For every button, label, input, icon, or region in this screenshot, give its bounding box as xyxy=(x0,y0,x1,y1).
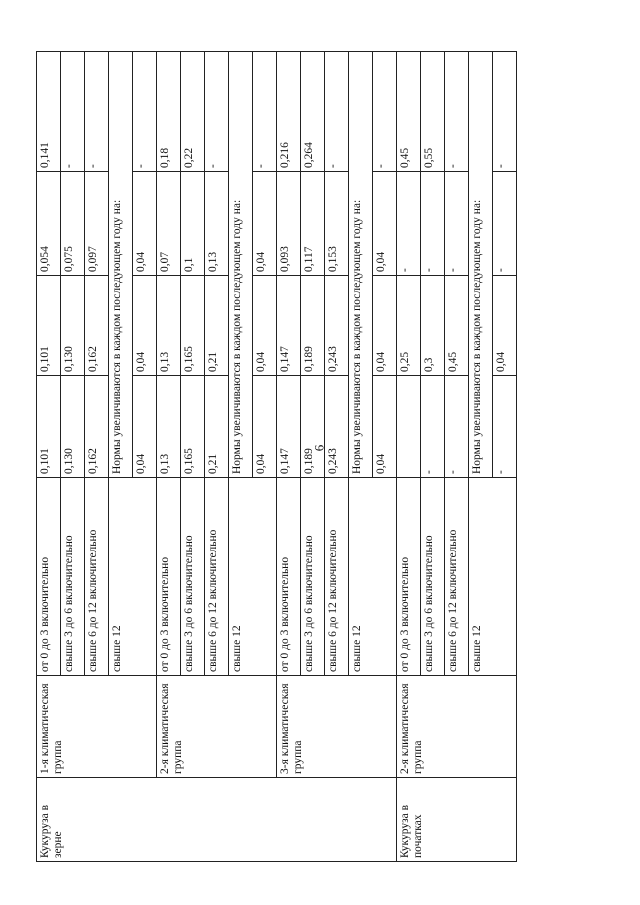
increment-note-cell: Нормы увеличиваются в каждом последующем году на: xyxy=(109,52,133,478)
norm-value-cell: 0,147 xyxy=(277,276,301,376)
age-range-cell: свыше 12 xyxy=(469,478,517,676)
norm-value-cell: - xyxy=(397,172,421,276)
norm-value-cell: - xyxy=(205,52,229,172)
climate-group-cell: 2-я климатическая группа xyxy=(157,676,277,778)
norm-value-cell: 0,243 xyxy=(325,276,349,376)
norm-value-cell: 0,165 xyxy=(181,276,205,376)
norm-value-cell: 0,07 xyxy=(157,172,181,276)
increment-value-cell: 0,04 xyxy=(373,276,397,376)
norm-value-cell: 0,162 xyxy=(85,276,109,376)
norm-value-cell: 0,25 xyxy=(397,276,421,376)
age-range-cell: свыше 3 до 6 включительно xyxy=(181,478,205,676)
page-number: 6 xyxy=(311,444,327,452)
norm-value-cell: 0,264 xyxy=(301,52,325,172)
norm-value-cell: 0,189 xyxy=(301,276,325,376)
table-row xyxy=(37,52,61,862)
norm-value-cell: 0,21 xyxy=(205,276,229,376)
age-range-cell: свыше 12 xyxy=(229,478,277,676)
norm-value-cell: - xyxy=(85,52,109,172)
norm-value-cell: 0,189 xyxy=(301,376,325,478)
norm-value-cell: 0,101 xyxy=(37,276,61,376)
norm-value-cell: - xyxy=(445,52,469,172)
increment-value-cell: - xyxy=(253,52,277,172)
norm-value-cell: 0,117 xyxy=(301,172,325,276)
table-row xyxy=(157,52,181,862)
norm-value-cell: 0,093 xyxy=(277,172,301,276)
norm-value-cell: 0,13 xyxy=(157,376,181,478)
age-range-cell: от 0 до 3 включительно xyxy=(37,478,61,676)
norm-value-cell: 0,153 xyxy=(325,172,349,276)
norm-value-cell: 0,075 xyxy=(61,172,85,276)
age-range-cell: от 0 до 3 включительно xyxy=(157,478,181,676)
norm-value-cell: 0,22 xyxy=(181,52,205,172)
norm-value-cell: 0,18 xyxy=(157,52,181,172)
norm-value-cell: - xyxy=(445,172,469,276)
increment-value-cell: 0,04 xyxy=(253,276,277,376)
rotated-table-container xyxy=(36,52,556,862)
increment-value-cell: - xyxy=(493,52,517,172)
norm-value-cell: 0,13 xyxy=(205,172,229,276)
norm-value-cell: 0,55 xyxy=(421,52,445,172)
age-range-cell: свыше 3 до 6 включительно xyxy=(301,478,325,676)
age-range-cell: от 0 до 3 включительно xyxy=(277,478,301,676)
table-row xyxy=(397,52,421,862)
increment-value-cell: 0,04 xyxy=(133,172,157,276)
norm-value-cell: 0,101 xyxy=(37,376,61,478)
crop-name-cell: Кукуруза в початках xyxy=(397,778,517,862)
age-range-cell: свыше 12 xyxy=(349,478,397,676)
norm-value-cell: 0,45 xyxy=(445,276,469,376)
norm-value-cell: 0,3 xyxy=(421,276,445,376)
norm-value-cell: 0,147 xyxy=(277,376,301,478)
norm-value-cell: - xyxy=(61,52,85,172)
age-range-cell: свыше 12 xyxy=(109,478,157,676)
norm-value-cell: 0,216 xyxy=(277,52,301,172)
increment-value-cell: 0,04 xyxy=(133,276,157,376)
age-range-cell: свыше 6 до 12 включительно xyxy=(85,478,109,676)
increment-note-cell: Нормы увеличиваются в каждом последующем году на: xyxy=(349,52,373,478)
age-range-cell: от 0 до 3 включительно xyxy=(397,478,421,676)
increment-value-cell: 0,04 xyxy=(253,376,277,478)
norm-value-cell: 0,243 xyxy=(325,376,349,478)
norm-value-cell: - xyxy=(445,376,469,478)
increment-value-cell: 0,04 xyxy=(253,172,277,276)
increment-note-cell: Нормы увеличиваются в каждом последующем году на: xyxy=(229,52,253,478)
age-range-cell: свыше 6 до 12 включительно xyxy=(205,478,229,676)
norm-value-cell: - xyxy=(421,376,445,478)
increment-value-cell: - xyxy=(493,376,517,478)
increment-value-cell: 0,04 xyxy=(493,276,517,376)
norm-value-cell: - xyxy=(421,172,445,276)
increment-value-cell: - xyxy=(373,52,397,172)
norm-value-cell: 0,097 xyxy=(85,172,109,276)
climate-group-cell: 3-я климатическая группа xyxy=(277,676,397,778)
increment-value-cell: 0,04 xyxy=(373,172,397,276)
crop-name-cell: Кукуруза в зерне xyxy=(37,778,397,862)
norm-value-cell: 0,141 xyxy=(37,52,61,172)
table-row xyxy=(277,52,301,862)
norm-value-cell: 0,130 xyxy=(61,376,85,478)
increment-value-cell: - xyxy=(133,52,157,172)
climate-group-cell: 2-я климатическая группа xyxy=(397,676,517,778)
norm-value-cell: 0,45 xyxy=(397,52,421,172)
norm-value-cell: 0,13 xyxy=(157,276,181,376)
age-range-cell: свыше 3 до 6 включительно xyxy=(61,478,85,676)
norm-value-cell: 0,054 xyxy=(37,172,61,276)
norm-value-cell: - xyxy=(325,52,349,172)
age-range-cell: свыше 6 до 12 включительно xyxy=(325,478,349,676)
increment-value-cell: 0,04 xyxy=(373,376,397,478)
increment-value-cell: - xyxy=(493,172,517,276)
norms-table xyxy=(36,51,517,862)
increment-note-cell: Нормы увеличиваются в каждом последующем году на: xyxy=(469,52,493,478)
increment-value-cell: 0,04 xyxy=(133,376,157,478)
norm-value-cell: 0,162 xyxy=(85,376,109,478)
norm-value-cell: 0,1 xyxy=(181,172,205,276)
norm-value-cell xyxy=(397,376,421,478)
age-range-cell: свыше 3 до 6 включительно xyxy=(421,478,445,676)
climate-group-cell: 1-я климатическая группа xyxy=(37,676,157,778)
age-range-cell: свыше 6 до 12 включительно xyxy=(445,478,469,676)
norm-value-cell: 0,130 xyxy=(61,276,85,376)
norm-value-cell: 0,21 xyxy=(205,376,229,478)
norm-value-cell: 0,165 xyxy=(181,376,205,478)
